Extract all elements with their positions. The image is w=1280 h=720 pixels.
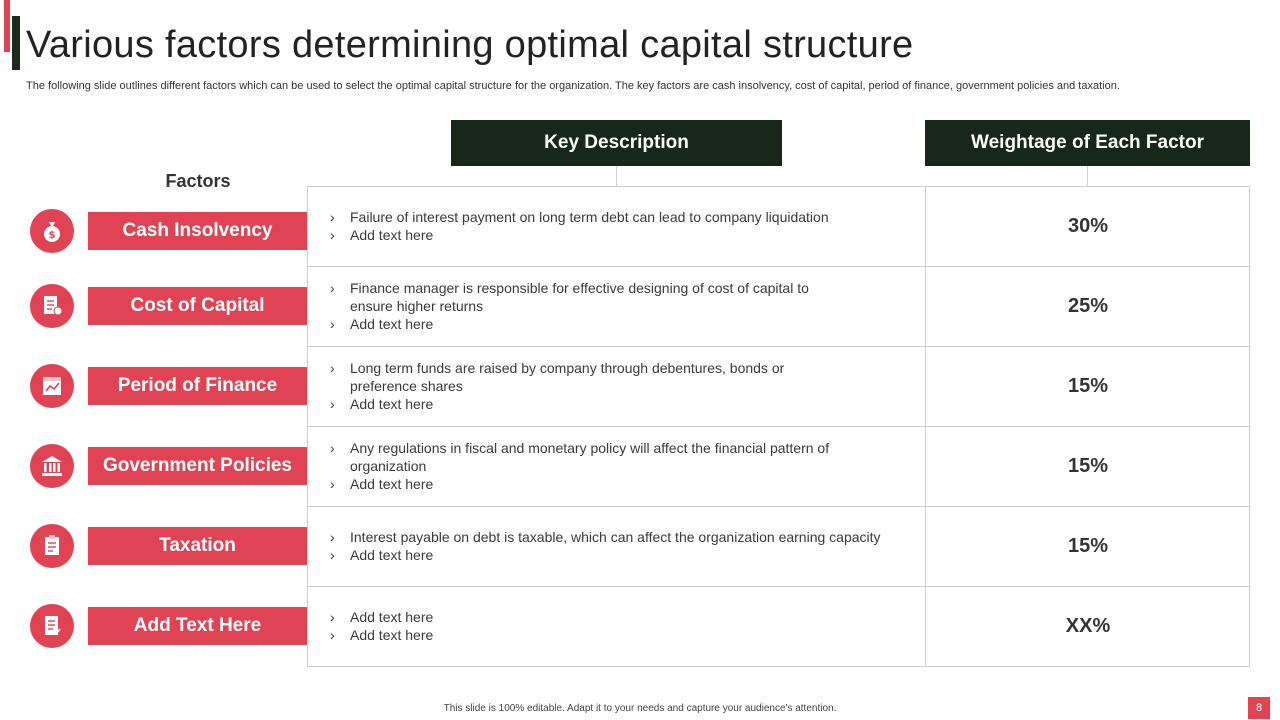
description-cash-insolvency xyxy=(330,208,910,244)
title-accent-red xyxy=(4,0,10,52)
footer-note: This slide is 100% editable. Adapt it to your needs and capture your audience's attention. xyxy=(443,703,837,714)
description-taxation xyxy=(330,528,910,564)
factor-label-taxation: Taxation xyxy=(88,527,307,565)
factor-label-government-policies: Government Policies xyxy=(88,447,307,485)
list-item: › Add text here xyxy=(330,547,434,563)
tax-clipboard-icon xyxy=(30,524,74,568)
title-accent-dark xyxy=(12,16,20,70)
factor-label-add-text-here: Add Text Here xyxy=(88,607,307,645)
svg-text:$: $ xyxy=(48,230,56,241)
invoice-icon xyxy=(30,284,74,328)
description-cost-of-capital xyxy=(330,279,910,333)
page-number: 8 xyxy=(1248,697,1270,719)
weight-add-text-here: XX% xyxy=(1065,614,1111,637)
weightage-header: Weightage of Each Factor xyxy=(925,120,1250,166)
list-item: › Long term funds are raised by company through debentures, bonds or preference shares xyxy=(330,360,785,394)
list-item: › Failure of interest payment on long term debt can lead to company liquidation xyxy=(330,209,829,225)
list-item: › Add text here xyxy=(330,609,434,625)
money-bag-icon xyxy=(30,209,74,253)
description-add-text-here xyxy=(330,608,910,644)
factor-label-cash-insolvency: Cash Insolvency xyxy=(88,212,307,250)
slide-title: Various factors determining optimal capital structure xyxy=(26,24,914,66)
list-item: › Interest payable on debt is taxable, which can affect the organization earning capacity xyxy=(330,529,881,545)
header-connector-weight xyxy=(1087,166,1088,186)
description-government-policies xyxy=(330,439,910,493)
key-description-header: Key Description xyxy=(451,120,782,166)
weight-government-policies: 15% xyxy=(1067,454,1109,477)
list-item: › Add text here xyxy=(330,396,434,412)
weight-cost-of-capital: 25% xyxy=(1067,294,1109,317)
list-item: › Finance manager is responsible for effective designing of cost of capital to ensure higher returns xyxy=(330,280,809,314)
description-period-of-finance xyxy=(330,359,910,413)
weight-period-of-finance: 15% xyxy=(1067,374,1109,397)
document-icon xyxy=(30,604,74,648)
factors-heading: Factors xyxy=(165,171,231,191)
list-item: › Add text here xyxy=(330,316,434,332)
list-item: › Add text here xyxy=(330,476,434,492)
weight-taxation: 15% xyxy=(1067,534,1109,557)
weight-cash-insolvency: 30% xyxy=(1067,214,1109,237)
slide-subtitle: The following slide outlines different factors which can be used to select the optimal capital structure for the organization. The key factors are cash insolvency, cost of capital, period of finance, government policies and taxation. xyxy=(26,80,1120,92)
header-connector-desc xyxy=(616,166,617,186)
factor-label-period-of-finance: Period of Finance xyxy=(88,367,307,405)
factor-label-cost-of-capital: Cost of Capital xyxy=(88,287,307,325)
list-item: › Add text here xyxy=(330,227,434,243)
calendar-chart-icon xyxy=(30,364,74,408)
list-item: › Add text here xyxy=(330,627,434,643)
list-item: › Any regulations in fiscal and monetary policy will affect the financial pattern of organization xyxy=(330,440,830,474)
government-building-icon xyxy=(30,444,74,488)
